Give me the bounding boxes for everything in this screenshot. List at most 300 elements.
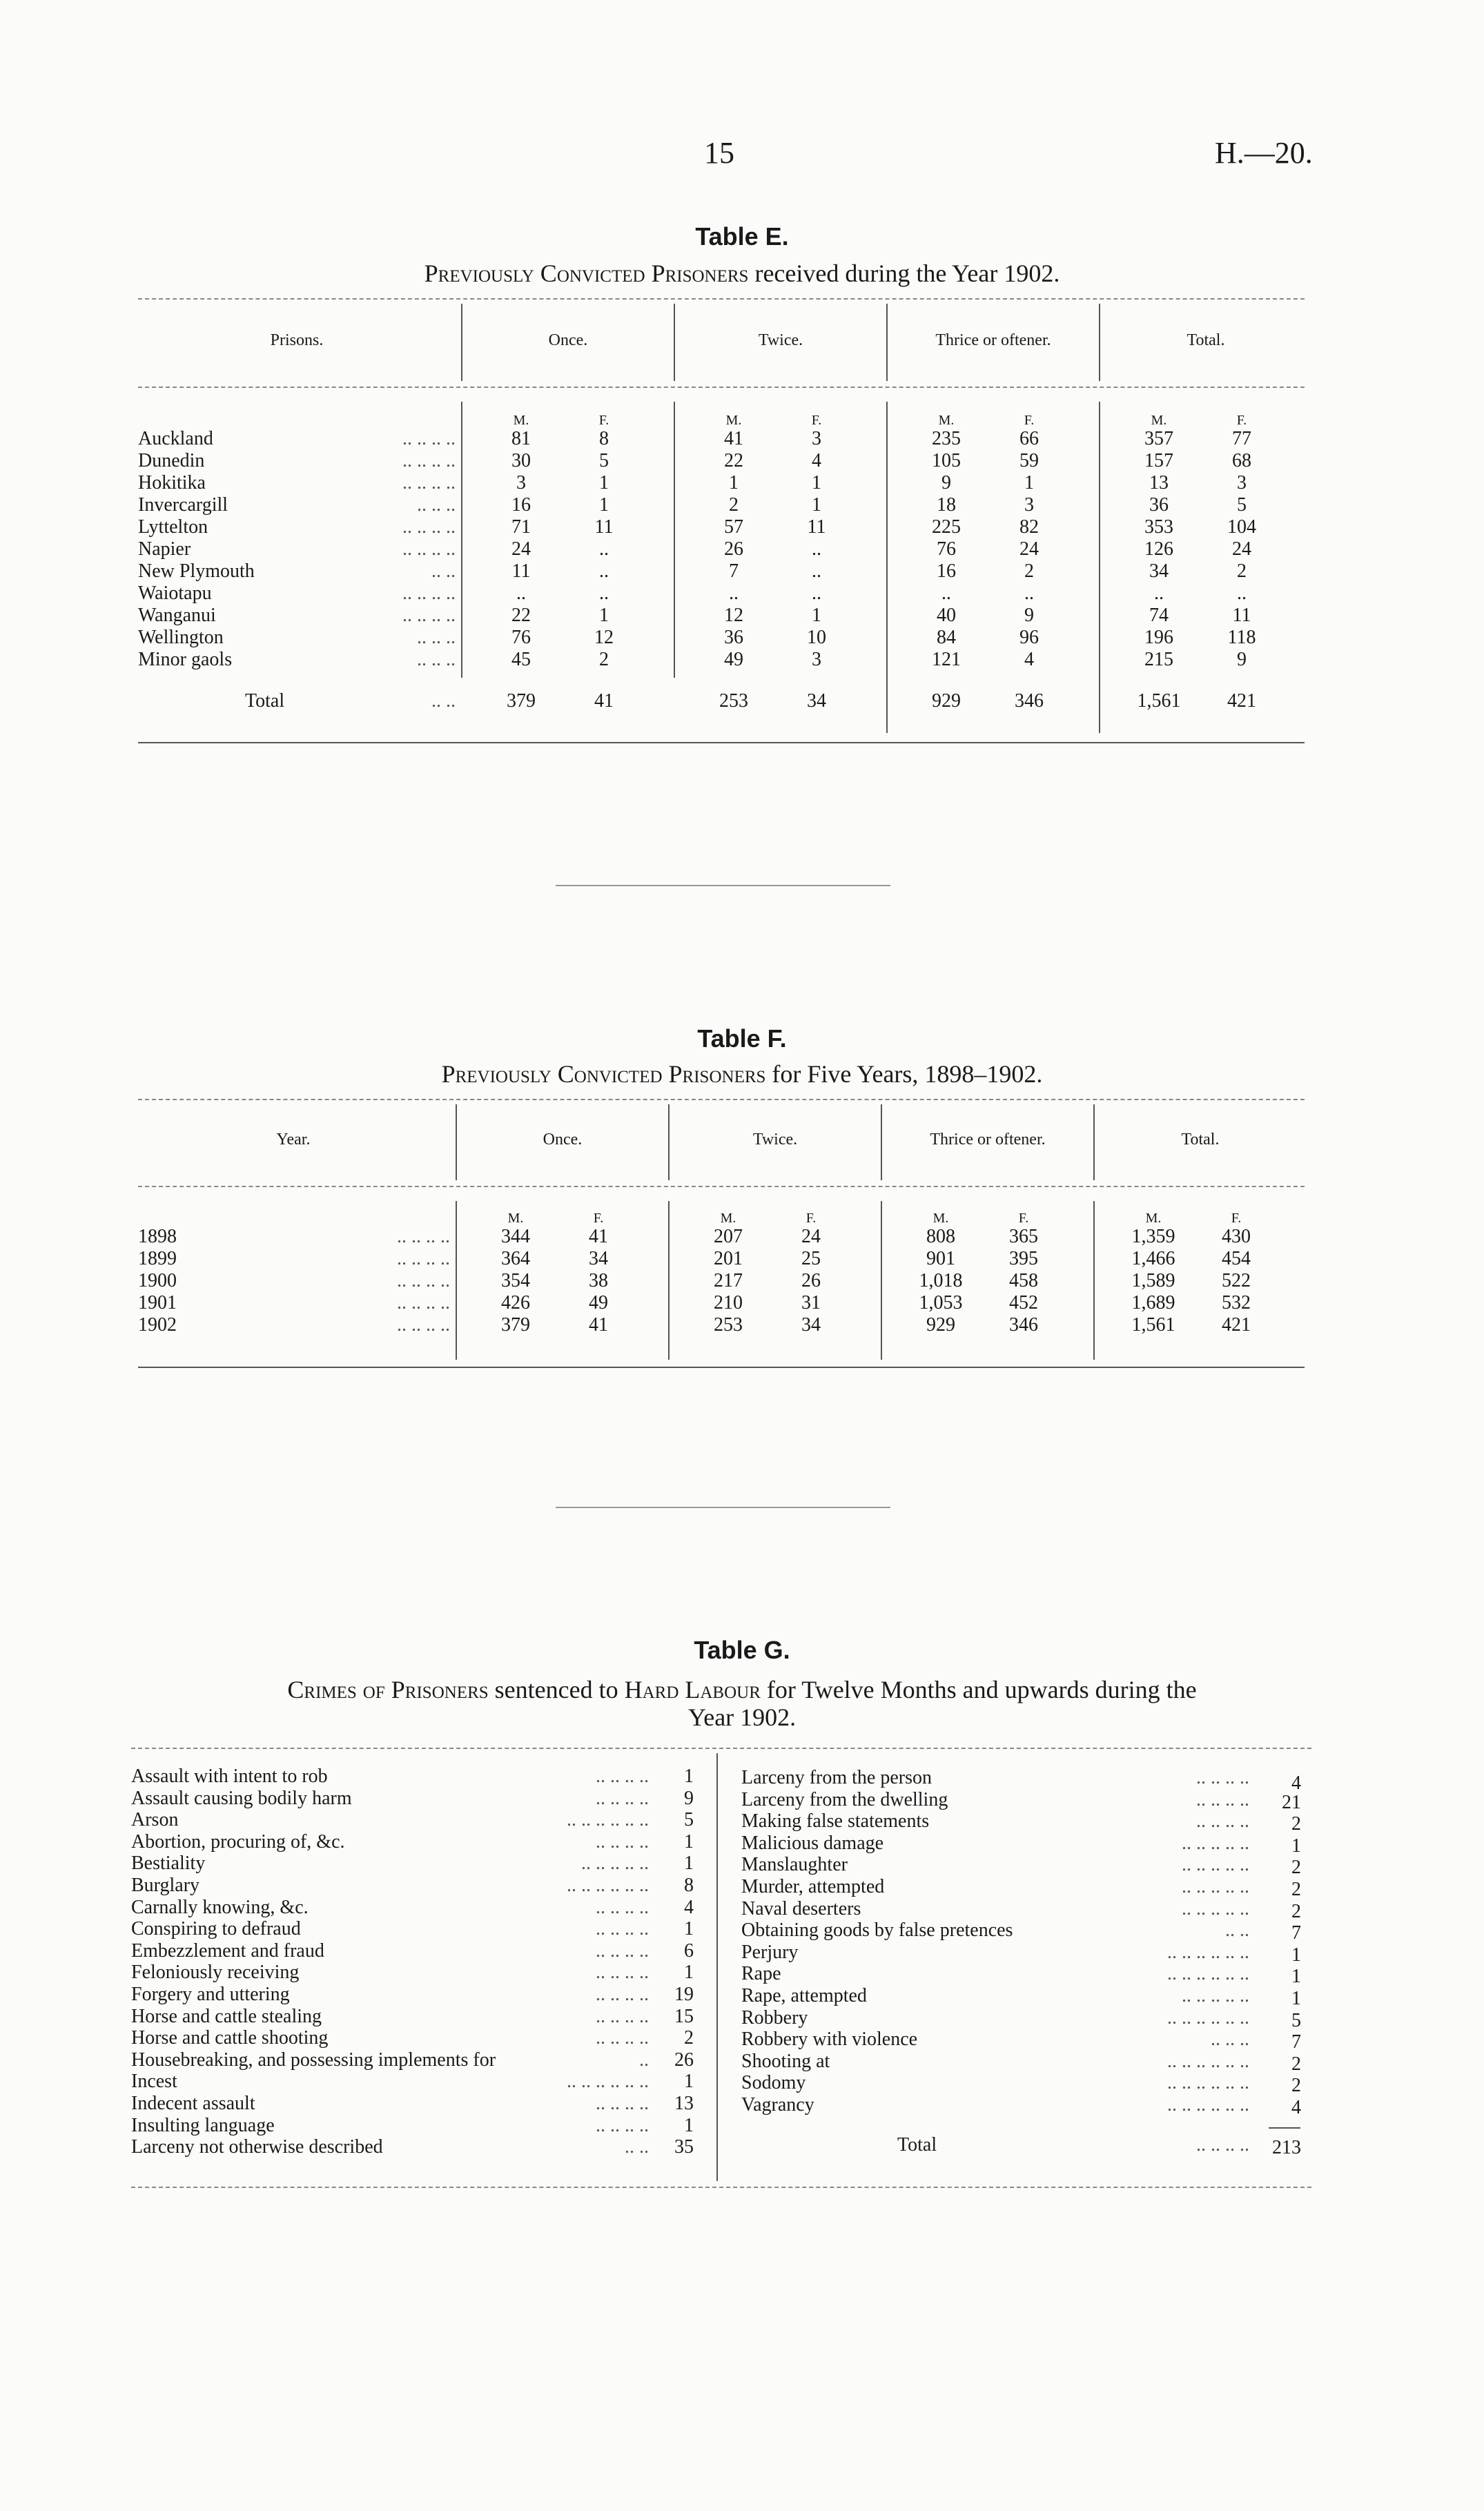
table-f-subtitle-rest: for Five Years, 1898–1902. — [772, 1060, 1043, 1088]
table-cell: 2 — [599, 649, 609, 670]
table-cell: .. — [1154, 583, 1164, 604]
total-cell: 34 — [807, 690, 826, 712]
table-cell: .. — [812, 583, 821, 604]
table-cell: 31 — [801, 1292, 821, 1313]
table-cell: 57 — [724, 516, 743, 538]
leader-dots: .. .. — [625, 2136, 649, 2158]
male-subheader: M. — [725, 413, 742, 428]
total-cell: 421 — [1227, 690, 1256, 712]
leader-dots: .. .. .. — [1211, 2029, 1249, 2051]
leader-dots: .. .. .. .. — [596, 1984, 649, 2005]
crime-count: 2 — [1291, 2053, 1301, 2075]
crime-label: Shooting at — [741, 2050, 830, 2072]
table-cell: 4 — [1024, 649, 1034, 670]
crime-count: 5 — [1291, 2009, 1301, 2031]
table-cell: .. — [599, 538, 609, 560]
leader-dots: .. .. .. .. — [402, 450, 456, 471]
table-cell: 1,359 — [1131, 1226, 1175, 1247]
leader-dots: .. .. .. .. .. .. — [1167, 2072, 1249, 2094]
table-cell: 365 — [1009, 1226, 1038, 1247]
table-cell: 217 — [714, 1270, 743, 1291]
table-cell: 118 — [1227, 627, 1256, 648]
leader-dots: .. .. .. .. — [596, 1787, 649, 1809]
male-subheader: M. — [938, 413, 955, 428]
crime-label: Murder, attempted — [741, 1876, 885, 1897]
table-cell: 34 — [589, 1248, 608, 1269]
table-cell: 66 — [1019, 428, 1039, 449]
crime-count: 2 — [1291, 1857, 1301, 1879]
female-subheader: F. — [806, 1211, 817, 1226]
crime-label: Burglary — [131, 1875, 200, 1896]
row-label: Auckland — [138, 428, 213, 449]
table-cell: 2 — [1024, 560, 1034, 582]
leader-dots: .. .. .. .. — [1196, 2134, 1249, 2156]
female-subheader: F. — [593, 1211, 604, 1226]
table-cell: 59 — [1019, 450, 1039, 471]
table-cell: 11 — [1232, 605, 1251, 626]
leader-dots: .. .. — [431, 560, 456, 582]
crime-label: Rape, attempted — [741, 1985, 867, 2006]
table-cell: 1 — [1024, 472, 1034, 494]
row-label: 1901 — [138, 1292, 177, 1313]
leader-dots: .. .. .. .. — [596, 1896, 649, 1918]
table-f-subtitle — [0, 1060, 1484, 1088]
table-cell: 76 — [937, 538, 956, 560]
leader-dots: .. .. .. .. — [402, 605, 456, 626]
female-subheader: F. — [1236, 413, 1247, 428]
total-cell: 253 — [719, 690, 748, 712]
total-row-label: Total — [245, 690, 285, 712]
crime-count: 1 — [684, 1853, 694, 1875]
leader-dots: .. .. .. .. .. — [1182, 1854, 1249, 1876]
table-cell: 458 — [1009, 1270, 1038, 1291]
crime-count: 21 — [1282, 1791, 1301, 1813]
table-cell: 13 — [1149, 472, 1169, 494]
leader-dots: .. .. .. .. — [1196, 1810, 1249, 1833]
table-cell: 12 — [724, 605, 743, 626]
table-cell: 426 — [501, 1292, 530, 1313]
row-label: Invercargill — [138, 494, 228, 516]
leader-dots: .. .. .. .. .. .. — [567, 1809, 649, 1831]
table-cell: 11 — [594, 516, 614, 538]
row-label: Hokitika — [138, 472, 206, 494]
table-e-subtitle — [0, 260, 1484, 287]
crime-count: 13 — [674, 2093, 694, 2114]
crime-count: 9 — [684, 1787, 694, 1809]
table-cell: 105 — [932, 450, 961, 471]
table-cell: 452 — [1009, 1292, 1038, 1313]
total-cell: 1,561 — [1137, 690, 1181, 712]
crime-label: Robbery — [741, 2006, 808, 2029]
table-cell: 7 — [729, 560, 739, 582]
table-cell: 16 — [511, 494, 531, 516]
crime-count: 7 — [1291, 1922, 1301, 1944]
page-number: 15 — [704, 136, 734, 170]
leader-dots: .. .. .. — [417, 649, 456, 670]
table-cell: 395 — [1009, 1248, 1038, 1269]
crime-count: 1 — [684, 1918, 694, 1940]
male-subheader: M. — [1145, 1211, 1162, 1226]
table-e-top-rule — [138, 298, 1305, 300]
table-cell: 901 — [926, 1248, 955, 1269]
table-cell: 344 — [501, 1226, 530, 1247]
table-e-divider — [1099, 402, 1100, 733]
crime-count: 35 — [674, 2136, 694, 2158]
crime-count: 2 — [1291, 2075, 1301, 2097]
leader-dots: .. .. .. .. — [402, 428, 456, 449]
crime-count: 7 — [1291, 2031, 1301, 2053]
male-subheader: M. — [720, 1211, 736, 1226]
table-e-header-rule — [138, 387, 1305, 388]
table-cell: 40 — [937, 605, 956, 626]
leader-dots: .. .. .. .. .. — [1182, 1897, 1249, 1919]
table-g-column-divider — [716, 1753, 718, 2181]
table-cell: 225 — [932, 516, 961, 538]
table-cell: 71 — [511, 516, 531, 538]
leader-dots: .. .. .. .. .. — [1182, 1876, 1249, 1897]
leader-dots: .. .. .. .. .. .. — [567, 2071, 649, 2093]
table-cell: 3 — [1237, 472, 1247, 494]
table-cell: 36 — [724, 627, 743, 648]
table-cell: 24 — [801, 1226, 821, 1247]
leader-dots: .. .. .. — [417, 494, 456, 516]
table-cell: 126 — [1144, 538, 1173, 560]
table-cell: 157 — [1144, 450, 1173, 471]
table-cell: 38 — [589, 1270, 608, 1291]
table-cell: 68 — [1232, 450, 1251, 471]
table-g-subtitle-a: Crimes of Prisoners — [287, 1676, 489, 1703]
leader-dots: .. .. .. .. — [397, 1270, 450, 1291]
crime-count: 2 — [1291, 1879, 1301, 1900]
leader-dots: .. .. .. .. — [596, 2093, 649, 2114]
table-cell: .. — [599, 583, 609, 604]
table-cell: 49 — [589, 1292, 608, 1313]
crime-label: Assault with intent to rob — [131, 1766, 328, 1787]
column-group-header: Thrice or oftener. — [935, 331, 1051, 349]
table-cell: 929 — [926, 1314, 955, 1336]
leader-dots: .. .. .. .. .. — [1182, 1985, 1249, 2006]
table-cell: 11 — [807, 516, 826, 538]
leader-dots: .. .. — [1225, 1919, 1249, 1942]
leader-dots: .. .. .. — [417, 627, 456, 648]
table-f-top-rule — [138, 1099, 1305, 1100]
crime-count: 2 — [684, 2027, 694, 2049]
crime-label: Assault causing bodily harm — [131, 1787, 352, 1809]
table-cell: 1,466 — [1131, 1248, 1175, 1269]
leader-dots: .. .. .. .. — [402, 538, 456, 560]
crime-label: Perjury — [741, 1941, 799, 1963]
column-group-header: Total. — [1187, 331, 1225, 349]
table-cell: 1 — [812, 472, 821, 494]
table-f-divider — [456, 1201, 457, 1360]
table-g-subtitle-c: Hard Labour — [624, 1676, 761, 1703]
table-cell: 353 — [1144, 516, 1173, 538]
table-cell: 16 — [937, 560, 956, 582]
table-cell: 3 — [812, 428, 821, 449]
leader-dots: .. .. .. .. .. .. — [1167, 2050, 1249, 2072]
table-cell: 41 — [589, 1226, 608, 1247]
table-cell: 8 — [599, 428, 609, 449]
table-cell: .. — [516, 583, 526, 604]
crime-count: 1 — [1291, 1944, 1301, 1966]
column-group-header: Once. — [548, 331, 588, 349]
table-f-divider — [881, 1201, 882, 1360]
table-f-title: Table F. — [697, 1024, 787, 1053]
table-cell: 24 — [1232, 538, 1251, 560]
row-label: 1898 — [138, 1226, 177, 1247]
crime-count: 8 — [684, 1875, 694, 1896]
table-cell: 430 — [1222, 1226, 1251, 1247]
table-cell: 34 — [1149, 560, 1169, 582]
crime-label: Insulting language — [131, 2114, 275, 2136]
table-cell: 11 — [511, 560, 531, 582]
crime-label: Manslaughter — [741, 1854, 848, 1876]
crime-label: Obtaining goods by false pretences — [741, 1919, 1013, 1942]
crime-count: 2 — [1291, 1813, 1301, 1835]
table-e-subtitle-sc: Previously Convicted Prisoners — [424, 260, 749, 287]
leader-dots: .. .. .. .. — [596, 1918, 649, 1940]
crime-label: Conspiring to defraud — [131, 1918, 301, 1940]
table-e-divider — [674, 402, 675, 678]
leader-dots: .. .. .. .. — [596, 1830, 649, 1853]
table-cell: 454 — [1222, 1248, 1251, 1269]
table-cell: .. — [812, 538, 821, 560]
leader-dots: .. .. .. .. — [397, 1314, 450, 1336]
table-cell: 104 — [1227, 516, 1256, 538]
leader-dots: .. .. .. .. — [397, 1226, 450, 1247]
table-cell: 10 — [807, 627, 826, 648]
row-label: Lyttelton — [138, 516, 208, 538]
table-f-divider — [1093, 1201, 1095, 1360]
table-cell: 421 — [1222, 1314, 1251, 1336]
table-e-title: Table E. — [695, 222, 789, 251]
table-f-subtitle-sc: Previously Convicted Prisoners — [441, 1060, 766, 1088]
leader-dots: .. .. .. .. .. — [1182, 1832, 1249, 1854]
crime-label: Housebreaking, and possessing implements for — [131, 2049, 496, 2071]
table-cell: 522 — [1222, 1270, 1251, 1291]
leader-dots: .. .. .. .. — [596, 1962, 649, 1984]
row-label: 1899 — [138, 1248, 177, 1269]
total-rule — [1269, 2127, 1300, 2129]
table-cell: 30 — [511, 450, 531, 471]
table-cell: 26 — [724, 538, 743, 560]
column-group-header: Total. — [1181, 1131, 1220, 1149]
table-g-title: Table G. — [694, 1636, 790, 1664]
leader-dots: .. .. .. .. — [596, 2114, 649, 2136]
table-cell: 2 — [1237, 560, 1247, 582]
table-cell: 1,589 — [1131, 1270, 1175, 1291]
crime-count: 1 — [1291, 1988, 1301, 2009]
row-label: Wellington — [138, 627, 224, 648]
crime-label: Naval deserters — [741, 1897, 861, 1919]
leader-dots: .. — [639, 2049, 649, 2071]
table-cell: 196 — [1144, 627, 1173, 648]
table-cell: 1,018 — [919, 1270, 963, 1291]
leader-dots: .. .. .. .. — [596, 1766, 649, 1787]
table-cell: .. — [599, 560, 609, 582]
table-cell: .. — [1024, 583, 1034, 604]
table-g-bottom-rule — [131, 2187, 1311, 2188]
column-header-prisons: Prisons. — [270, 331, 324, 349]
table-cell: 76 — [511, 627, 531, 648]
crime-label: Indecent assault — [131, 2093, 255, 2114]
crime-count: 4 — [684, 1896, 694, 1918]
crime-label: Arson — [131, 1809, 179, 1831]
crime-count: 6 — [684, 1940, 694, 1962]
document-reference: H.—20. — [1215, 136, 1313, 170]
section-separator — [556, 885, 890, 886]
table-cell: 18 — [937, 494, 956, 516]
leader-dots: .. .. .. .. .. — [581, 1853, 649, 1875]
crime-label: Larceny not otherwise described — [131, 2136, 383, 2158]
leader-dots: .. .. .. .. — [402, 516, 456, 538]
leader-dots: .. .. .. .. .. .. — [1167, 2006, 1249, 2029]
crime-count: 4 — [1291, 1772, 1301, 1794]
crime-count: 1 — [684, 2114, 694, 2136]
table-cell: .. — [812, 560, 821, 582]
table-cell: 1 — [812, 605, 821, 626]
crime-count: 1 — [684, 1830, 694, 1853]
table-cell: 24 — [511, 538, 531, 560]
table-f-divider — [668, 1201, 670, 1360]
table-cell: .. — [729, 583, 739, 604]
crime-count: 4 — [1291, 2097, 1301, 2118]
table-cell: 34 — [801, 1314, 821, 1336]
table-cell: 96 — [1019, 627, 1039, 648]
table-cell: 1 — [812, 494, 821, 516]
table-cell: 74 — [1149, 605, 1169, 626]
table-cell: 82 — [1019, 516, 1039, 538]
table-cell: 215 — [1144, 649, 1173, 670]
table-cell: 84 — [937, 627, 956, 648]
table-cell: 121 — [932, 649, 961, 670]
row-label: New Plymouth — [138, 560, 255, 582]
table-cell: 3 — [516, 472, 526, 494]
table-cell: 1 — [599, 494, 609, 516]
crime-label: Embezzlement and fraud — [131, 1940, 324, 1962]
table-cell: 45 — [511, 649, 531, 670]
crime-label: Larceny from the person — [741, 1767, 932, 1788]
table-cell: 1 — [729, 472, 739, 494]
crime-label: Sodomy — [741, 2072, 806, 2094]
female-subheader: F. — [1024, 413, 1035, 428]
leader-dots: .. .. .. .. .. .. — [1167, 1941, 1249, 1963]
crime-count: 1 — [684, 1766, 694, 1787]
crime-label: Feloniously receiving — [131, 1962, 300, 1984]
crime-label: Bestiality — [131, 1853, 206, 1875]
crime-count: 1 — [684, 2071, 694, 2093]
total-cell: 41 — [594, 690, 614, 712]
table-cell: 207 — [714, 1226, 743, 1247]
table-cell: 4 — [812, 450, 821, 471]
female-subheader: F. — [1018, 1211, 1029, 1226]
female-subheader: F. — [1231, 1211, 1242, 1226]
column-group-header: Once. — [543, 1131, 583, 1149]
table-cell: 9 — [1237, 649, 1247, 670]
column-group-header: Twice. — [752, 1131, 798, 1149]
leader-dots: .. .. .. .. — [397, 1248, 450, 1269]
table-cell: 41 — [724, 428, 743, 449]
table-cell: 24 — [1019, 538, 1039, 560]
crime-count: 15 — [674, 2005, 694, 2027]
table-g-subtitle-d: for Twelve Months and upwards during the — [766, 1676, 1197, 1703]
table-cell: 41 — [589, 1314, 608, 1336]
female-subheader: F. — [598, 413, 609, 428]
crime-count: 19 — [674, 1984, 694, 2005]
row-label: Minor gaols — [138, 649, 233, 670]
table-cell: 201 — [714, 1248, 743, 1269]
male-subheader: M. — [1151, 413, 1167, 428]
table-cell: 81 — [511, 428, 531, 449]
table-cell: 2 — [729, 494, 739, 516]
crime-count: 26 — [674, 2049, 694, 2071]
leader-dots: .. .. .. .. — [1196, 1788, 1249, 1810]
table-cell: 235 — [932, 428, 961, 449]
crime-label: Forgery and uttering — [131, 1984, 290, 2005]
total-cell: 379 — [507, 690, 536, 712]
table-cell: 1 — [599, 472, 609, 494]
table-cell: 808 — [926, 1226, 955, 1247]
table-g-subtitle-b: sentenced to — [494, 1676, 618, 1703]
table-g-subtitle-line2: Year 1902. — [687, 1703, 797, 1731]
table-f-header-rule — [138, 1186, 1305, 1187]
crime-label: Horse and cattle stealing — [131, 2005, 322, 2027]
table-cell: 532 — [1222, 1292, 1251, 1313]
crime-count: 2 — [1291, 1900, 1301, 1922]
total-count: 213 — [1272, 2137, 1301, 2158]
table-cell: 210 — [714, 1292, 743, 1313]
crime-label: Robbery with violence — [741, 2029, 918, 2051]
total-row-label: Total — [897, 2134, 937, 2156]
table-cell: 49 — [724, 649, 743, 670]
total-cell: 929 — [932, 690, 961, 712]
table-cell: 3 — [1024, 494, 1034, 516]
table-g-subtitle — [0, 1676, 1484, 1731]
table-cell: 12 — [594, 627, 614, 648]
row-label: Waiotapu — [138, 583, 212, 604]
table-cell: 22 — [511, 605, 531, 626]
table-cell: 9 — [941, 472, 951, 494]
leader-dots: .. .. — [431, 690, 456, 712]
table-cell: 26 — [801, 1270, 821, 1291]
column-header-year: Year. — [276, 1131, 311, 1149]
table-cell: 354 — [501, 1270, 530, 1291]
crime-label: Incest — [131, 2071, 177, 2093]
leader-dots: .. .. .. .. .. .. — [567, 1875, 649, 1896]
table-cell: 1 — [599, 605, 609, 626]
crime-count: 5 — [684, 1809, 694, 1831]
table-cell: 346 — [1009, 1314, 1038, 1336]
crime-label: Carnally knowing, &c. — [131, 1896, 309, 1918]
table-cell: 379 — [501, 1314, 530, 1336]
table-cell: 364 — [501, 1248, 530, 1269]
table-f-bottom-rule — [138, 1367, 1305, 1368]
crime-count: 1 — [684, 1962, 694, 1984]
table-cell: 1,561 — [1131, 1314, 1175, 1336]
row-label: Dunedin — [138, 450, 205, 471]
leader-dots: .. .. .. .. — [596, 2027, 649, 2049]
table-e-divider — [461, 402, 462, 678]
leader-dots: .. .. .. .. — [596, 1940, 649, 1962]
table-cell: 5 — [599, 450, 609, 471]
leader-dots: .. .. .. .. — [596, 2005, 649, 2027]
leader-dots: .. .. .. .. .. .. — [1167, 1963, 1249, 1985]
table-cell: 9 — [1024, 605, 1034, 626]
table-cell: 22 — [724, 450, 743, 471]
row-label: 1900 — [138, 1270, 177, 1291]
crime-label: Rape — [741, 1963, 781, 1985]
column-group-header: Thrice or oftener. — [930, 1131, 1046, 1149]
